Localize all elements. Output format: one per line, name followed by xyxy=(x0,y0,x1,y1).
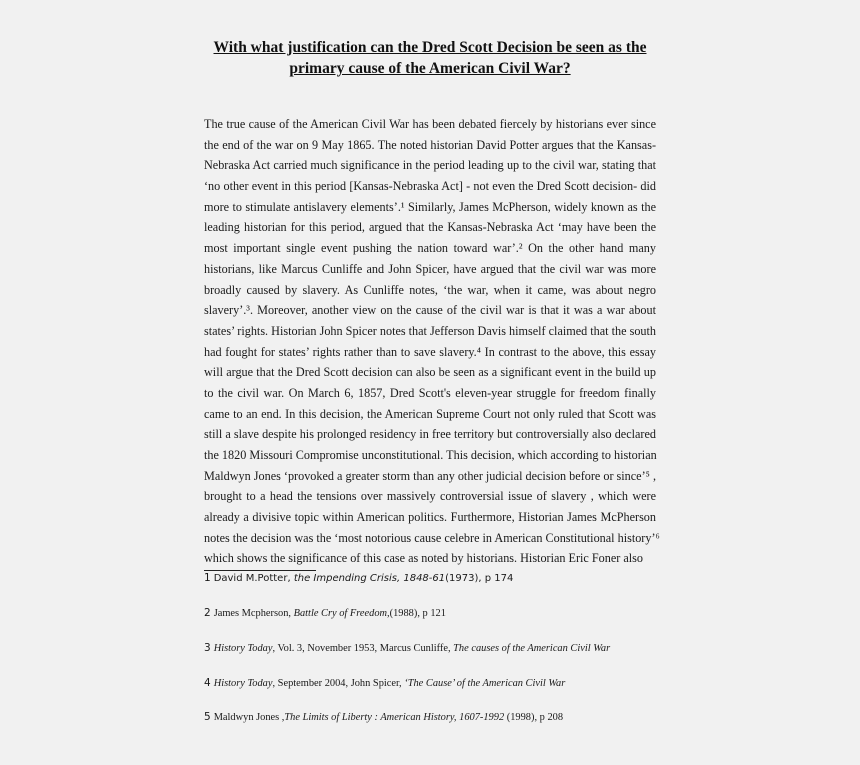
footnote-text: (1998), p 208 xyxy=(506,712,564,723)
body-line: the end of the war on 9 May 1865. The noted historian David Potter argues that the Kansas- xyxy=(204,137,656,152)
footnote-publication: History Today xyxy=(213,643,273,654)
body-line: to the civil war. On March 6, 1857, Dred Scott's eleven-year struggle for freedom finally xyxy=(204,385,656,400)
footnote-text: David M.Potter, xyxy=(213,573,294,584)
footnote-text: (1988), p 121 xyxy=(389,608,446,619)
body-line: brought to a head the tensions over massively controversial issue of slavery , which were xyxy=(204,489,656,504)
footnote-2 xyxy=(204,607,724,619)
footnote-number: 4 xyxy=(204,677,211,689)
footnote-1 xyxy=(204,572,724,584)
body-line: will argue that the Dred Scott decision can also be seen as a significant event in the build up xyxy=(204,365,656,380)
body-line: ‘no other event in this period [Kansas-Nebraska Act] - not even the Dred Scott decision- did xyxy=(204,179,656,194)
footnote-3 xyxy=(204,642,724,654)
body-line: slavery’.³. Moreover, another view on the cause of the civil war is that it was a war about xyxy=(204,303,656,318)
footnote-text: , September 2004, John Spicer, xyxy=(272,678,405,689)
body-line: had fought for states’ rights rather than to save slavery.⁴ In contrast to the above, this essay xyxy=(204,344,656,359)
footnote-5 xyxy=(204,711,724,723)
body-line: states’ rights. Historian John Spicer notes that Jefferson Davis himself claimed that the south xyxy=(204,323,656,338)
title-line: With what justification can the Dred Scott Decision be seen as the xyxy=(213,39,647,56)
footnote-work-title: ‘The Cause’ of the American Civil War xyxy=(404,678,566,689)
title-line: primary cause of the American Civil War? xyxy=(289,60,571,77)
body-line: notes the decision was the ‘most notorious cause celebre in American Constitutional history’⁶ xyxy=(204,530,660,545)
body-line: broadly caused by slavery. As Cunliffe notes, ‘the war, when it came, was about negro xyxy=(204,282,656,297)
footnote-number: 3 xyxy=(204,642,211,654)
body-line: The true cause of the American Civil War has been debated fiercely by historians ever since xyxy=(204,117,656,131)
document-title xyxy=(180,37,680,79)
footnote-number: 1 xyxy=(204,572,211,584)
body-line: Maldwyn Jones ‘provoked a greater storm than any other judicial decision before or since’⁵ , xyxy=(204,468,656,483)
footnote-work-title: Battle Cry of Freedom, xyxy=(293,608,390,619)
footnote-text: , Vol. 3, November 1953, Marcus Cunliffe, xyxy=(272,643,454,654)
body-line: still a slave despite his prolonged residency in free territory but controversially also declared xyxy=(204,427,656,442)
body-line: leading historian for this period, argued that the Kansas-Nebraska Act ‘may have been the xyxy=(204,220,656,235)
footnote-work-title: The causes of the American Civil War xyxy=(453,643,611,654)
footnote-text: James Mcpherson, xyxy=(213,608,294,619)
footnote-work-title: The Limits of Liberty : American History, 1607-1992 xyxy=(284,712,507,723)
body-line: which shows the significance of this case as noted by historians. Historian Eric Foner also xyxy=(204,551,643,566)
body-line: the 1820 Missouri Compromise unconstitutional. This decision, which according to historian xyxy=(204,448,657,462)
body-line: came to an end. In this decision, the American Supreme Court not only ruled that Scott was xyxy=(204,406,656,421)
body-line: most important single event pushing the nation toward war’.² On the other hand many xyxy=(204,241,656,256)
body-line: Nebraska Act carried much significance in the period leading up to the civil war, stating that xyxy=(204,158,656,173)
footnote-text: (1973), p 174 xyxy=(445,573,514,584)
footnote-divider xyxy=(204,570,316,571)
footnote-number: 2 xyxy=(204,607,211,619)
body-line: more to stimulate antislavery elements’.¹ Similarly, James McPherson, widely known as the xyxy=(204,199,656,214)
footnote-4 xyxy=(204,677,724,689)
footnote-publication: History Today xyxy=(213,678,273,689)
footnote-number: 5 xyxy=(204,711,211,723)
body-line: historians, like Marcus Cunliffe and John Spicer, have argued that the civil war was more xyxy=(204,261,656,276)
footnote-text: Maldwyn Jones , xyxy=(213,712,285,723)
essay-body xyxy=(204,114,660,569)
footnote-work-title: the Impending Crisis, 1848-61 xyxy=(293,573,446,584)
body-line: already a divisive topic within American politics. Furthermore, Historian James McPherson xyxy=(204,510,656,525)
